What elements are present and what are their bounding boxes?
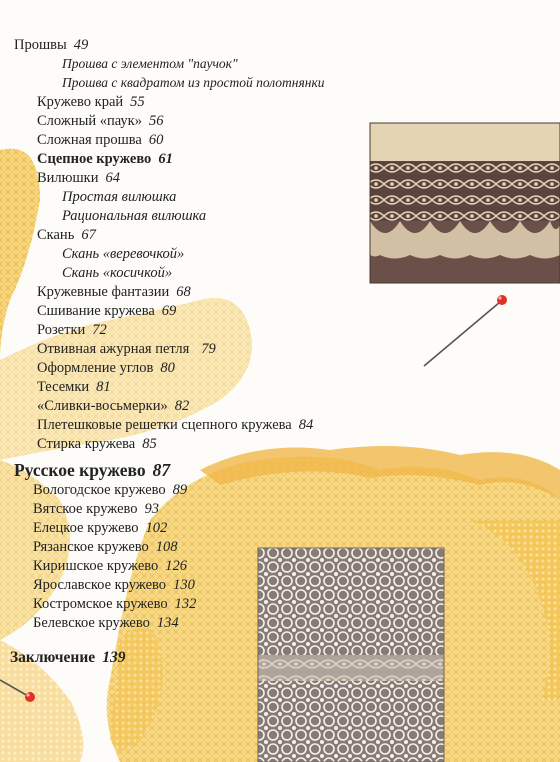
toc-entry: «Сливки-восьмерки» 82 [37, 398, 190, 414]
toc-entry: Прошвы 49 [14, 37, 89, 53]
toc-entry: Стирка кружева 85 [37, 436, 157, 452]
toc-entry: Рязанское кружево 108 [33, 539, 178, 555]
toc-entry: Вятское кружево 93 [33, 501, 160, 517]
toc-entry: Плетешковые решетки сцепного кружева 84 [37, 417, 314, 433]
toc-section-heading: Русское кружево 87 [14, 460, 171, 480]
toc-entry: Скань «веревочкой» [62, 246, 185, 262]
toc-entry: Сложный «паук» 56 [37, 113, 164, 129]
toc-entry: Сцепное кружево 61 [37, 151, 173, 167]
toc-section-heading: Заключение 139 [10, 649, 126, 666]
toc-entry: Вилюшки 64 [37, 170, 120, 186]
toc-entry: Прошва с элементом "паучок" [62, 56, 238, 71]
toc-entry: Оформление углов 80 [37, 360, 175, 376]
toc-entry: Кружевные фантазии 68 [37, 284, 191, 300]
toc-entry: Кружево край 55 [37, 94, 145, 110]
toc-entry: Елецкое кружево 102 [33, 520, 168, 536]
toc-entry: Розетки 72 [37, 322, 107, 338]
toc-entry: Скань 67 [37, 227, 96, 243]
toc-entry: Отвивная ажурная петля 79 [37, 341, 216, 357]
toc-entry: Ярославское кружево 130 [33, 577, 195, 593]
toc-entry: Тесемки 81 [37, 379, 111, 395]
toc-entry: Костромское кружево 132 [33, 596, 197, 612]
toc-entry: Белевское кружево 134 [33, 615, 179, 631]
toc-entry: Рациональная вилюшка [62, 208, 207, 224]
toc-entry: Вологодское кружево 89 [33, 482, 188, 498]
toc-entry: Прошва с квадратом из простой полотнянки [62, 75, 325, 90]
toc-entry: Киришское кружево 126 [33, 558, 188, 574]
toc-entry: Сшивание кружева 69 [37, 303, 177, 319]
toc-entry: Простая вилюшка [62, 189, 177, 205]
toc-entry: Скань «косичкой» [62, 265, 173, 281]
toc-entry: Сложная прошва 60 [37, 132, 164, 148]
